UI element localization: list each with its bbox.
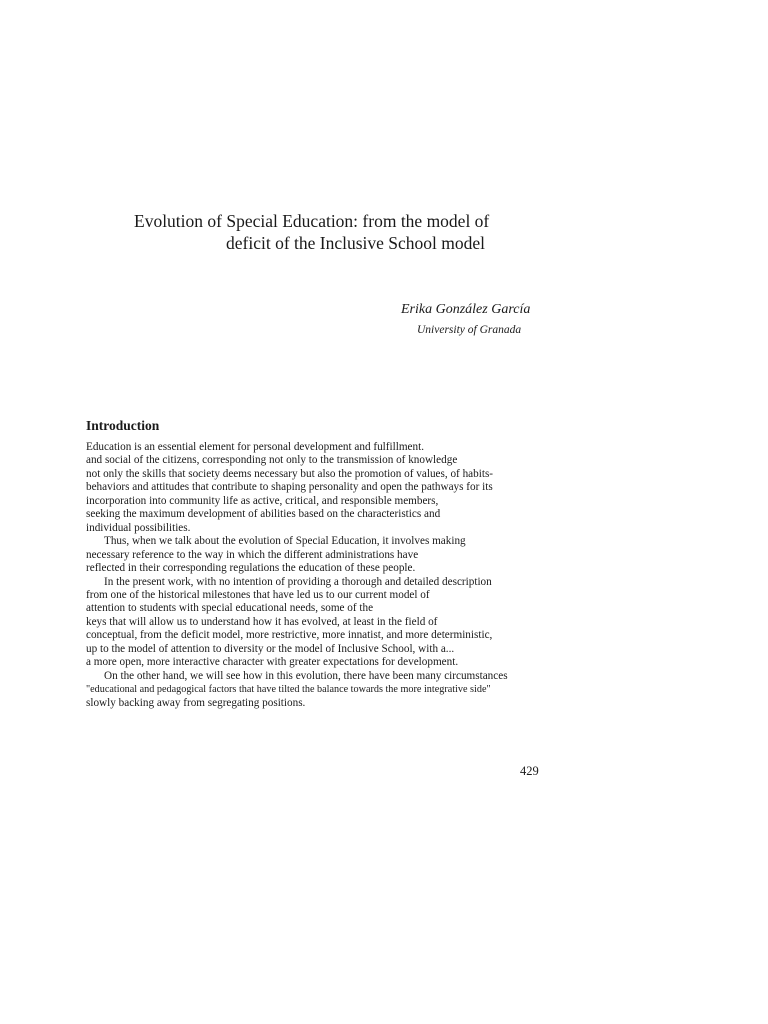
body-line: individual possibilities. xyxy=(86,521,191,534)
body-line-quote: "educational and pedagogical factors that have tilted the balance towards the more integrative side" xyxy=(86,684,491,696)
body-line: necessary reference to the way in which the different administrations have xyxy=(86,548,419,561)
paper-title xyxy=(134,210,554,254)
body-line: incorporation into community life as active, critical, and responsible members, xyxy=(86,494,439,507)
title-line-2: deficit of the Inclusive School model xyxy=(226,233,486,253)
body-line: and social of the citizens, corresponding not only to the transmission of knowledge xyxy=(86,454,458,467)
body-line: Education is an essential element for personal development and fulfillment. xyxy=(86,441,425,453)
author-affiliation: University of Granada xyxy=(417,324,522,336)
section-heading-introduction: Introduction xyxy=(86,418,160,433)
body-line: from one of the historical milestones that have led us to our current model of xyxy=(86,588,430,601)
title-line-1: Evolution of Special Education: from the model of xyxy=(134,211,490,231)
body-line-paragraph-start: On the other hand, we will see how in this evolution, there have been many circumstances xyxy=(104,669,508,682)
page-number: 429 xyxy=(520,764,539,778)
body-line: keys that will allow us to understand how it has evolved, at least in the field of xyxy=(86,615,438,628)
introduction-body xyxy=(86,441,566,710)
body-line: conceptual, from the deficit model, more restrictive, more innatist, and more deterministic, xyxy=(86,629,493,642)
body-line: not only the skills that society deems necessary but also the promotion of values, of habits- xyxy=(86,467,494,480)
body-line: a more open, more interactive character with greater expectations for development. xyxy=(86,656,459,669)
body-line: attention to students with special educational needs, some of the xyxy=(86,602,374,615)
body-line: seeking the maximum development of abilities based on the characteristics and xyxy=(86,508,441,521)
author-name: Erika González García xyxy=(401,302,531,317)
body-line: behaviors and attitudes that contribute to shaping personality and open the pathways for its xyxy=(86,481,493,494)
body-line: slowly backing away from segregating positions. xyxy=(86,696,306,709)
body-line: up to the model of attention to diversity or the model of Inclusive School, with a... xyxy=(86,642,455,655)
body-line-paragraph-start: Thus, when we talk about the evolution of Special Education, it involves making xyxy=(104,535,466,548)
body-line: reflected in their corresponding regulations the education of these people. xyxy=(86,562,416,575)
body-line-paragraph-start: In the present work, with no intention of providing a thorough and detailed description xyxy=(104,575,492,588)
